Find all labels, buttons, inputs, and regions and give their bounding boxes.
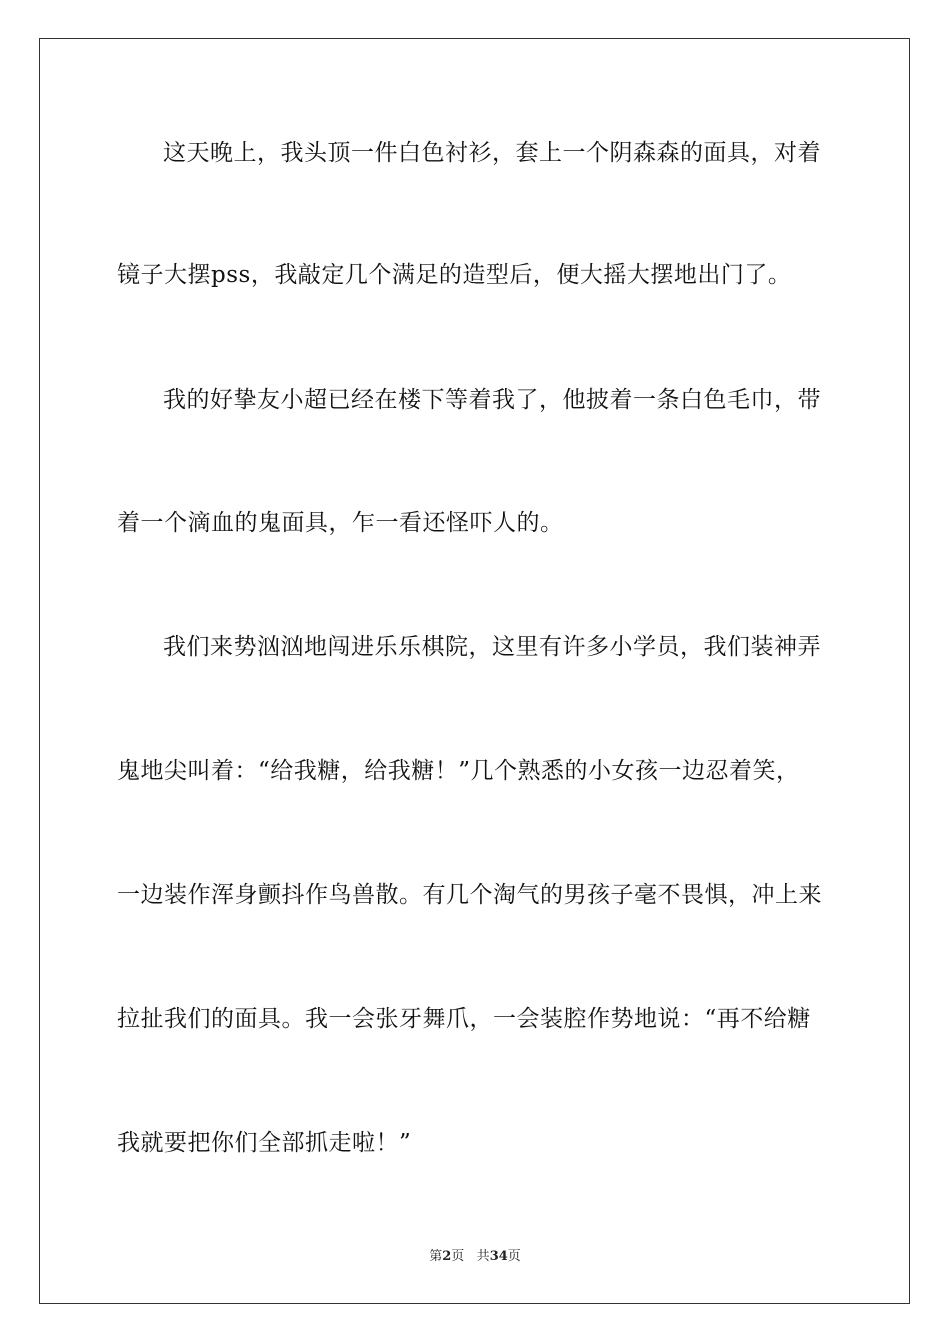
paragraph-2-line-2: 着一个滴血的鬼面具，乍一看还怪吓人的。 <box>117 510 564 536</box>
paragraph-3-line-3: 一边装作浑身颤抖作鸟兽散。有几个淘气的男孩子毫不畏惧，冲上来 <box>117 882 822 908</box>
page-border <box>39 38 910 1304</box>
paragraph-3-line-5: 我就要把你们全部抓走啦！” <box>117 1130 412 1156</box>
page-suffix: 页 <box>451 1249 465 1264</box>
paragraph-1-line-1: 这天晚上，我头顶一件白色衬衫，套上一个阴森森的面具，对着 <box>163 140 821 166</box>
total-pages: 34 <box>489 1249 508 1264</box>
paragraph-3-line-1: 我们来势汹汹地闯进乐乐棋院，这里有许多小学员，我们装神弄 <box>163 634 821 660</box>
paragraph-1-line-2: 镜子大摆pss，我敲定几个满足的造型后，便大摇大摆地出门了。 <box>117 262 792 288</box>
paragraph-3-line-2: 鬼地尖叫着：“给我糖，给我糖！”几个熟悉的小女孩一边忍着笑， <box>117 758 800 784</box>
page-footer <box>0 1249 950 1265</box>
page-number: 2 <box>442 1249 452 1264</box>
paragraph-3-line-4: 拉扯我们的面具。我一会张牙舞爪，一会装腔作势地说：“再不给糖 <box>117 1006 811 1032</box>
page-prefix: 第 <box>429 1249 443 1264</box>
total-suffix: 页 <box>507 1249 521 1264</box>
paragraph-2-line-1: 我的好挚友小超已经在楼下等着我了，他披着一条白色毛巾，带 <box>163 387 821 413</box>
total-prefix: 共 <box>476 1249 490 1264</box>
